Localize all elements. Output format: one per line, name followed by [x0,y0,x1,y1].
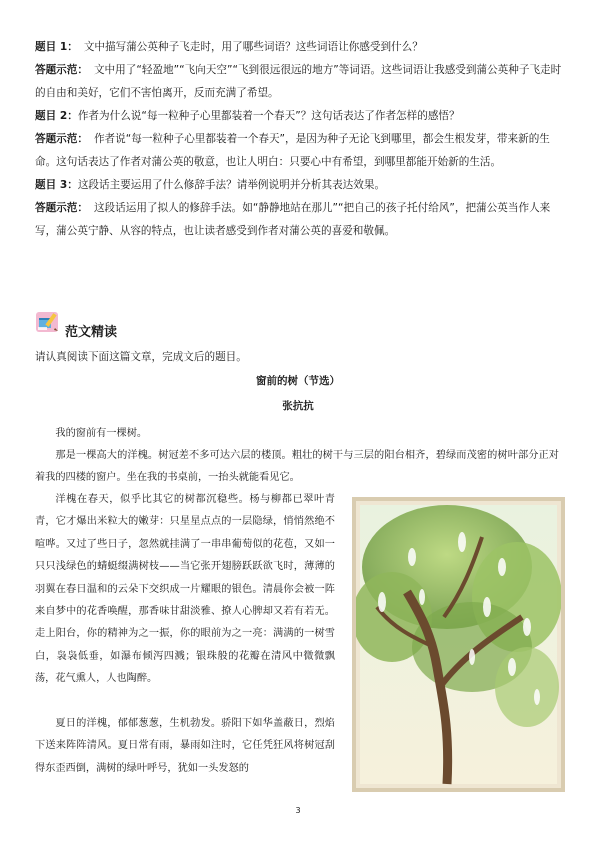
article-paragraph-4: 夏日的洋槐，郁郁葱葱，生机勃发。骄阳下如华盖蔽日，烈焰下送来阵阵清风。夏日常有雨，暴雨如注时，它任凭狂风将树冠刮得东歪西倒，满树的绿叶呼号，犹如一头发怒的 [35,718,335,774]
section-header [35,309,235,345]
article-author: 张抗抗 [282,400,314,412]
article-paragraph-3: 洋槐在春天，似乎比其它的树都沉稳些。杨与柳都已翠叶青青，它才爆出米粒大的嫩芽：只星星点点的一层隐绿，悄悄然绝不喧哗。又过了些日子，忽然就挂满了一串串葡萄似的花苞，又如一只只浅绿色的蜻蜓缀满树枝——当它张开翅膀跃跃欲飞时，薄薄的羽翼在春日温和的云朵下交织成一片耀眼的银色。清晨你会被一阵来自梦中的花香唤醒，那香味甘甜淡雅、撩人心脾却又若有若无。走上阳台，你的精神为之一振，你的眼前为之一亮：满满的一树雪白，袅袅低垂，如瀑布倾泻四溅；银珠般的花瓣在清风中微微飘荡，花气熏人，人也陶醉。 [35,494,335,685]
question-label: 题目 2： [35,110,78,122]
article-title: 窗前的树（节选） [256,375,340,387]
answer-text: 这段话运用了拟人的修辞手法。如“静静地站在那儿”“把自己的孩子托付给风”，把蒲公英当作人来写，蒲公英宁静、从容的特点，也让读者感受到作者对蒲公英的喜爱和敬佩。 [35,202,551,237]
article-paragraph-2: 那是一棵高大的洋槐。树冠差不多可达六层的楼顶。粗壮的树干与三层的阳台相齐，碧绿而茂密的树叶部分正对着我的四楼的窗户。坐在我的书桌前，一抬头就能看见它。 [35,450,559,484]
page-number: 3 [295,806,301,815]
answer-label: 答题示范： [35,202,88,214]
answer-2 [35,128,565,174]
question-1 [35,36,565,59]
section-intro: 请认真阅读下面这篇文章，完成文后的题目。 [35,351,247,363]
qa-section [35,36,565,243]
question-text: 文中描写蒲公英种子飞走时，用了哪些词语？这些词语让你感受到什么？ [83,41,423,53]
question-text: 这段话主要运用了什么修辞手法？请举例说明并分析其表达效果。 [77,179,386,191]
book-pencil-icon [35,309,61,335]
answer-label: 答题示范： [35,64,88,76]
answer-label: 答题示范： [35,133,88,145]
question-label: 题目 3： [35,179,78,191]
section-title: 范文精读 [65,325,118,340]
answer-text: 作者说“每一粒种子心里都装着一个春天”，是因为种子无论飞到哪里，都会生根发芽，带来新的生命。这句话表达了作者对蒲公英的敬意，也让人明白：只要心中有希望，到哪里都能开始新的生活。 [35,133,550,168]
question-text: 作者为什么说“每一粒种子心里都装着一个春天”？这句话表达了作者怎样的感悟？ [77,110,460,122]
window-tree-illustration [352,497,565,792]
question-3 [35,174,565,197]
answer-3 [35,197,565,243]
answer-1 [35,59,565,105]
question-label: 题目 1： [35,41,78,53]
question-2 [35,105,565,128]
answer-text: 文中用了“轻盈地”“飞向天空”“飞到很远很远的地方”等词语。这些词语让我感受到蒲公英种子飞走时的自由和美好，它们不害怕离开，反而充满了希望。 [35,64,562,99]
article-paragraph-1: 我的窗前有一棵树。 [55,428,148,439]
